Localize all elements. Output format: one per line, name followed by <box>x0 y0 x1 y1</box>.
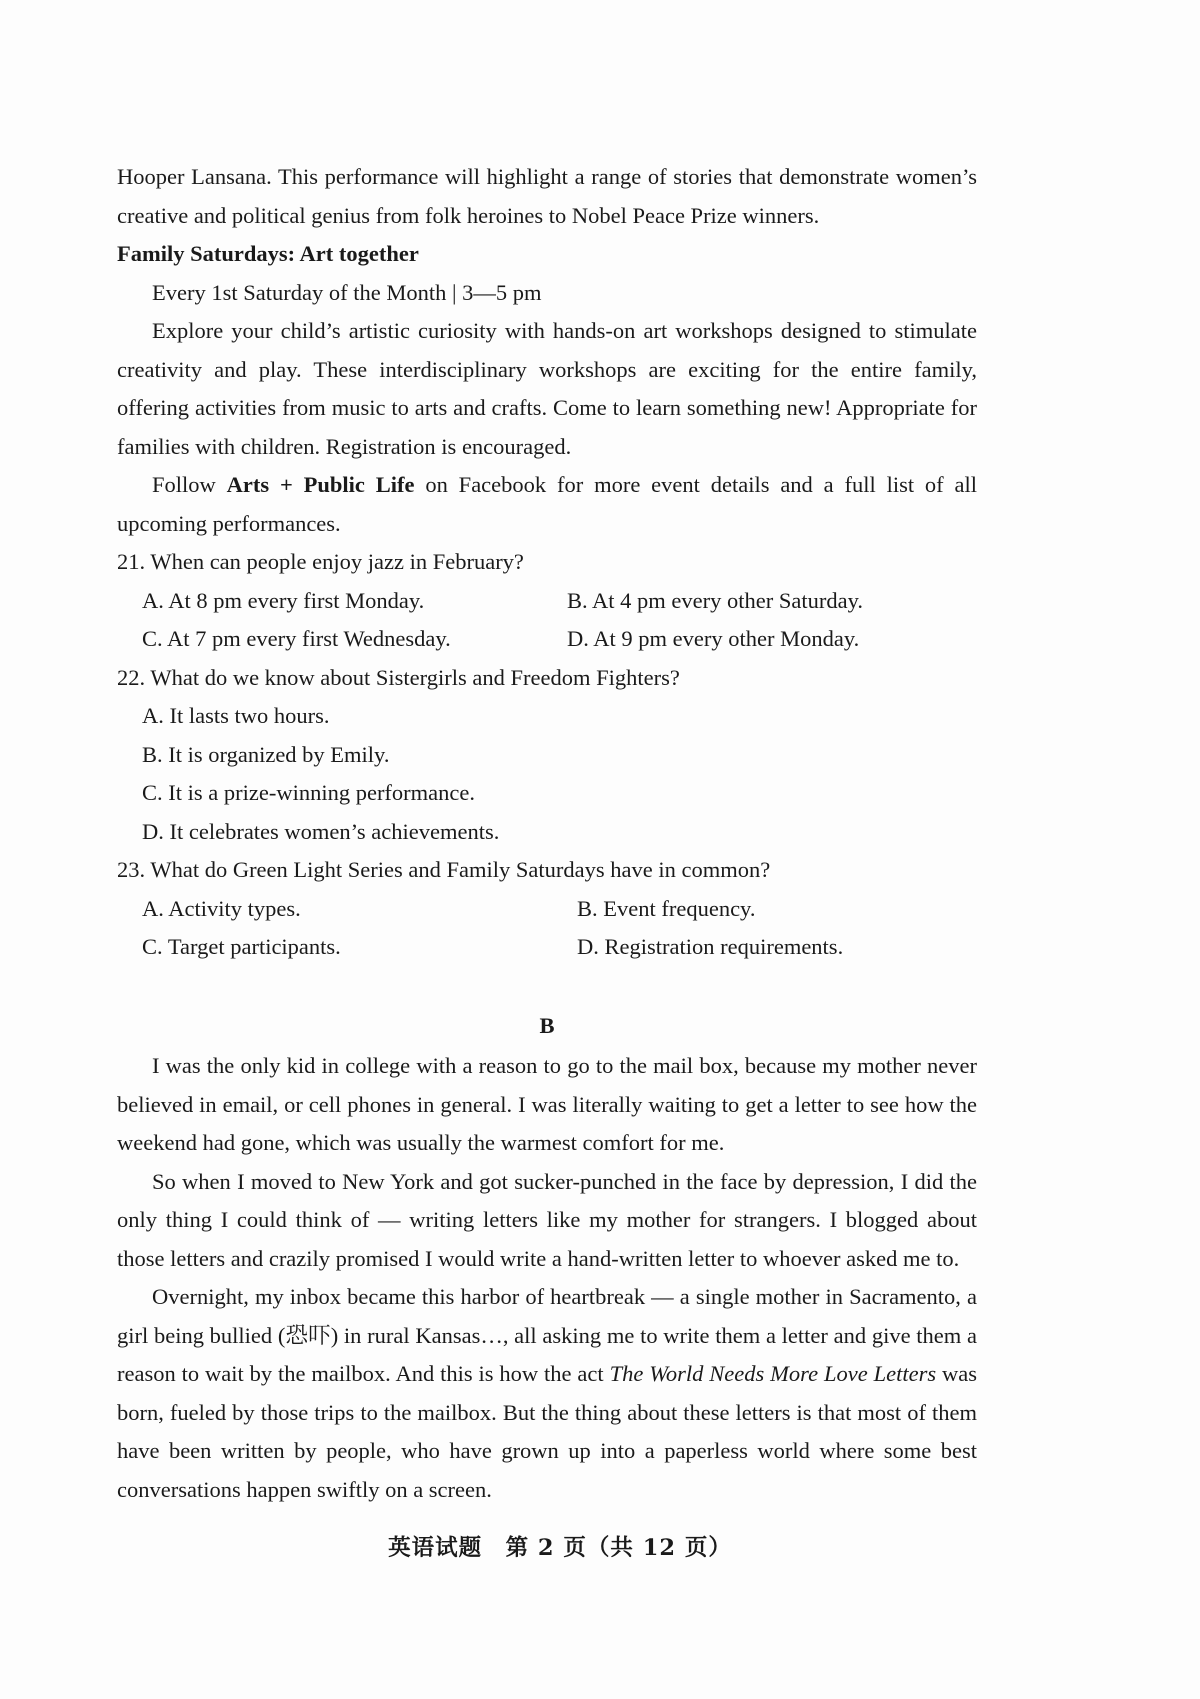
question-21 <box>117 543 977 659</box>
option-c: C. At 7 pm every first Wednesday. <box>142 626 451 651</box>
page-content <box>117 158 977 1509</box>
follow-note-post: on Facebook for more event details and a full list of all upcoming performances. <box>117 472 978 536</box>
page-footer: 英语试题 第 2 页（共 12 页） <box>388 1535 732 1561</box>
question-stem: 21. When can people enjoy jazz in February? <box>117 549 524 574</box>
option-c: C. Target participants. <box>142 934 341 959</box>
event-time: Every 1st Saturday of the Month | 3—5 pm <box>152 279 542 305</box>
event-title: Family Saturdays: Art together <box>117 241 419 266</box>
option-c: C. It is a prize-winning performance. <box>142 780 476 805</box>
question-23 <box>117 851 977 967</box>
passage-b-paragraph-1: I was the only kid in college with a reason to go to the mail box, because my mother never believed in email, or cell phones in general. I was literally waiting to get a letter to see how the weekend had gone, which was usually the warmest comfort for me. <box>117 1053 977 1155</box>
follow-note-pre: Follow <box>152 472 227 497</box>
passage-b-act-title: The World Needs More Love Letters <box>609 1361 937 1386</box>
option-a: A. Activity types. <box>142 895 301 921</box>
passage-b-paragraph-2: So when I moved to New York and got sucker-punched in the face by depression, I did the only thing I could think of — writing letters like my mother for strangers. I blogged about those letters and crazily promised I would write a hand-written letter to whoever asked me to. <box>117 1168 977 1271</box>
question-options <box>117 697 977 851</box>
option-a: A. It lasts two hours. <box>142 703 330 728</box>
passage-b-paragraph-3-post: was born, fueled by those trips to the mailbox. But the thing about these letters is that most of them have been written by people, who have grown up into a paperless world where some best conversations happen swiftly on a screen. <box>117 1361 977 1502</box>
option-d: D. It celebrates women’s achievements. <box>142 818 500 844</box>
event-description: Explore your child’s artistic curiosity with hands-on art workshops designed to stimulate creativity and play. These interdisciplinary workshops are exciting for the entire family, offering activities from music to arts and crafts. Come to learn something new! Appropriate for families with children. Registration is encouraged. <box>117 318 977 459</box>
option-b: B. At 4 pm every other Saturday. <box>567 587 863 613</box>
question-22 <box>117 659 977 852</box>
follow-note-brand: Arts + Public Life <box>226 472 415 497</box>
question-stem: 22. What do we know about Sistergirls and Freedom Fighters? <box>117 664 680 690</box>
option-d: D. Registration requirements. <box>577 934 844 959</box>
option-a: A. At 8 pm every first Monday. <box>142 587 425 613</box>
passage-a-continued-text: Hooper Lansana. This performance will highlight a range of stories that demonstrate women’s creative and political genius from folk heroines to Nobel Peace Prize winners. <box>117 164 977 228</box>
passage-b-paragraph-3 <box>117 1278 977 1509</box>
question-options <box>117 582 977 659</box>
option-b: B. It is organized by Emily. <box>142 741 390 767</box>
passage-b-label: B <box>539 1012 555 1038</box>
question-stem: 23. What do Green Light Series and Family Saturdays have in common? <box>117 857 771 882</box>
question-options <box>117 890 977 967</box>
follow-note <box>117 466 977 543</box>
option-d: D. At 9 pm every other Monday. <box>567 626 860 651</box>
option-b: B. Event frequency. <box>577 895 756 921</box>
passage-b-paragraph-3-pre: Overnight, my inbox became this harbor of heartbreak — a single mother in Sacramento, a girl being bullied (恐吓) in rural Kansas…, all asking me to write them a letter and give them a reason to wait by the mailbox. And this is how the act <box>117 1284 977 1386</box>
